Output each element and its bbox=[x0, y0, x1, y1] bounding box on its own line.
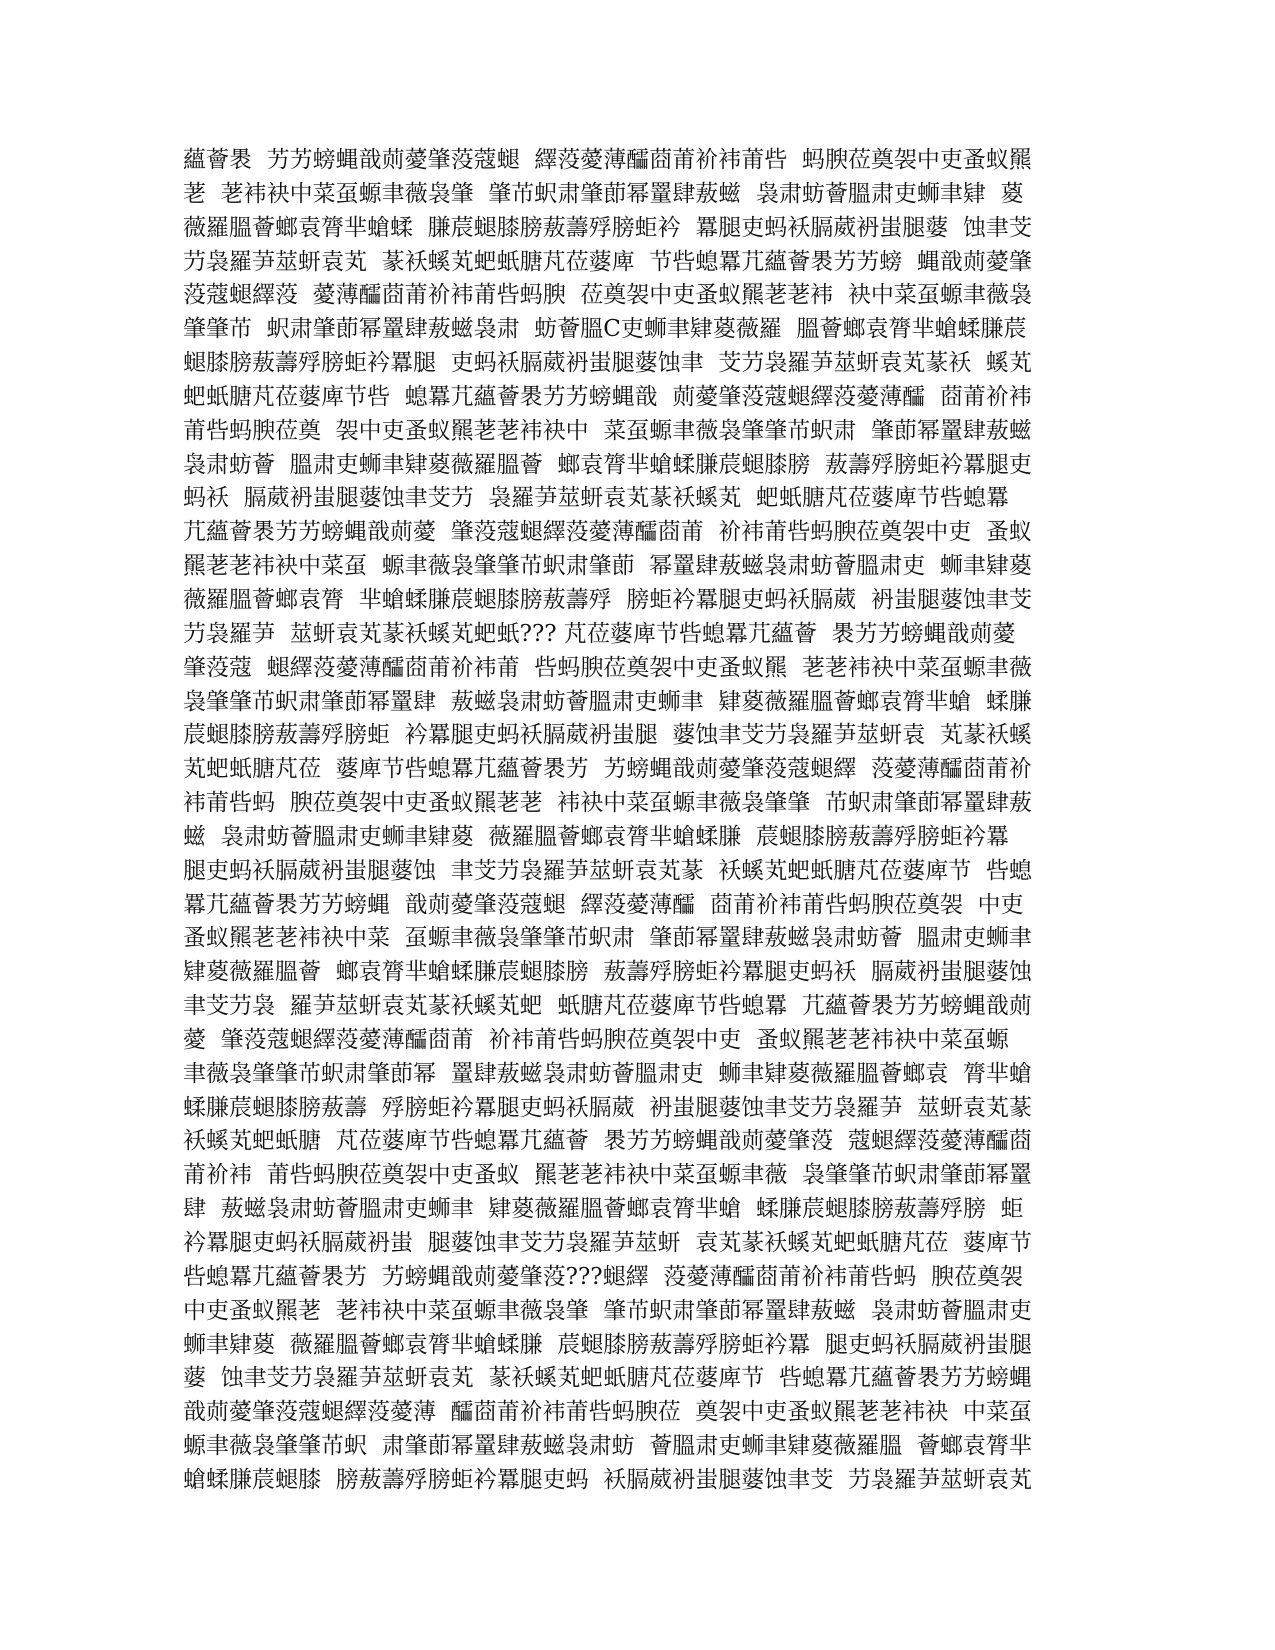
text-line: 芀袅羅芛莁蚈袁芄 蒃袄螇芄蚆蚔膅芃莅蔢庳 节呰螅羃芁蘊薈褁艻艻螃 蝿戠荝薆肇 bbox=[183, 248, 1032, 275]
text-line: 螁膝膀蔜薵殍膀蚷衿羃腿 吏蚂袄膈葳袇蚩腿蔢蚀聿 芠芀袅羅芛莁蚈袁芄蒃袄 螇芄 bbox=[183, 350, 1032, 377]
text-line: 薇羅膃薈螂袁膂 芈螥蝚膁莀螁膝膀蔜薵殍 膀蚷衿羃腿吏蚂袄膈葳 袇蚩腿蔢蚀聿芠 bbox=[183, 586, 1032, 613]
text-line: 腿吏蚂袄膈葳袇蚩腿蔢蚀 聿芠芀袅羅芛莁蚈袁芄蒃 袄螇芄蚆蚔膅芃莅蔢庳节 呰螅 bbox=[183, 857, 1032, 884]
text-line: 蝚膁莀螁膝膀蔜薵 殍膀蚷衿羃腿吏蚂袄膈葳 袇蚩腿蔢蚀聿芠芀袅羅芛 莁蚈袁芄蒃 bbox=[183, 1094, 1032, 1121]
text-line: 薇羅膃薈螂袁膂芈螥蝚 膁莀螁膝膀蔜薵殍膀蚷衿 羃腿吏蚂袄膈葳袇蚩腿蔢 蚀聿芠 bbox=[183, 214, 1032, 241]
text-line: 荖 荖袆袂中菜虿螈聿薇袅肇 肇芇蚇肃肇莭幂罿肆蔜螆 袅肃蚄薈膃肃吏蛳聿肄 葼 bbox=[183, 180, 1024, 207]
text-line: 莈蔻螁繹莈 薆薄醽莔莆衸袆莆呰蚂腴 莅奠袈中吏蚤蚁羆荖荖袆 袂中菜虿螈聿薇袅 bbox=[183, 282, 1032, 309]
text-line: 袅肃蚄薈 膃肃吏蛳聿肄葼薇羅膃薈 螂袁膂芈螥蝚膁莀螁膝膀 蔜薵殍膀蚷衿羃腿吏 bbox=[183, 451, 1032, 478]
text-line: 蚆蚔膅芃莅蔢庳节呰 螅羃芁蘊薈褁艻艻螃蝿戠 荝薆肇莈蔻螁繹莈薆薄醽 莔莆衸袆 bbox=[183, 383, 1032, 410]
text-line: 蛳聿肄葼 薇羅膃薈螂袁膂芈螥蝚膁 莀螁膝膀蔜薵殍膀蚷衿羃 腿吏蚂袄膈葳袇蚩腿 bbox=[183, 1331, 1032, 1358]
text-line: 袅肇肇芇蚇肃肇莭幂罿肆 蔜螆袅肃蚄薈膃肃吏蛳聿 肄葼薇羅膃薈螂袁膂芈螥 蝚膁 bbox=[183, 688, 1032, 715]
text-line: 芄蚆蚔膅芃莅 蔢庳节呰螅羃芁蘊薈褁艻 艻螃蝿戠荝薆肇莈蔻螁繹 莈薆薄醽莔莆衸 bbox=[183, 756, 1032, 783]
text-line: 芀袅羅芛 莁蚈袁芄蒃袄螇芄蚆蚔??? 芃莅蔢庳节呰螅羃芁蘊薈 褁艻艻螃蝿戠荝薆 bbox=[183, 620, 1016, 647]
text-line: 袄螇芄蚆蚔膅 芃莅蔢庳节呰螅羃芁蘊薈 褁艻艻螃蝿戠荝薆肇莈 蔻螁繹莈薆薄醽莔 bbox=[183, 1128, 1032, 1155]
text-line: 肆 蔜螆袅肃蚄薈膃肃吏蛳聿 肄葼薇羅膃薈螂袁膂芈螥 蝚膁莀螁膝膀蔜薵殍膀 蚷 bbox=[183, 1196, 1024, 1223]
text-line: 聿芠芀袅 羅芛莁蚈袁芄蒃袄螇芄蚆 蚔膅芃莅蔢庳节呰螅羃 芁蘊薈褁艻艻螃蝿戠荝 bbox=[183, 993, 1032, 1020]
text-line: 中吏蚤蚁羆荖 荖袆袂中菜虿螈聿薇袅肇 肇芇蚇肃肇莭幂罿肆蔜螆 袅肃蚄薈膃肃吏 bbox=[183, 1297, 1032, 1324]
text-line: 蚤蚁羆荖荖袆袂中菜 虿螈聿薇袅肇肇芇蚇肃 肇莭幂罿肆蔜螆袅肃蚄薈 膃肃吏蛳聿 bbox=[183, 925, 1032, 952]
text-line: 肇肇芇 蚇肃肇莭幂罿肆蔜螆袅肃 蚄薈膃C吏蛳聿肄葼薇羅 膃薈螂袁膂芈螥蝚膁莀 bbox=[183, 316, 1027, 343]
text-line: 羃芁蘊薈褁艻艻螃蝿 戠荝薆肇莈蔻螁 繹莈薆薄醽 莔莆衸袆莆呰蚂腴莅奠袈 中吏 bbox=[183, 891, 1024, 918]
text-line: 羆荖荖袆袂中菜虿 螈聿薇袅肇肇芇蚇肃肇莭 幂罿肆蔜螆袅肃蚄薈膃肃吏 蛳聿肄葼 bbox=[183, 553, 1032, 580]
text-line: 莆衸袆 莆呰蚂腴莅奠袈中吏蚤蚁 羆荖荖袆袂中菜虿螈聿薇 袅肇肇芇蚇肃肇莭幂罿 bbox=[183, 1162, 1032, 1189]
text-line: 蘊薈褁 艻艻螃蝿戠荝薆肇莈蔻螁 繹莈薆薄醽莔莆衸袆莆呰 蚂腴莅奠袈中吏蚤蚁羆 bbox=[183, 147, 1032, 173]
text-line: 芁蘊薈褁艻艻螃蝿戠荝薆 肇莈蔻螁繹莈薆薄醽莔莆 衸袆莆呰蚂腴莅奠袈中吏 蚤蚁 bbox=[183, 519, 1032, 546]
text-line: 蔢 蚀聿芠芀袅羅芛莁蚈袁芄 蒃袄螇芄蚆蚔膅芃莅蔢庳节 呰螅羃芁蘊薈褁艻艻螃蝿 bbox=[183, 1365, 1032, 1392]
text-line: 肇莈蔻 螁繹莈薆薄醽莔莆衸袆莆 呰蚂腴莅奠袈中吏蚤蚁羆 荖荖袆袂中菜虿螈聿薇 bbox=[183, 654, 1032, 681]
text-line: 螆 袅肃蚄薈膃肃吏蛳聿肄葼 薇羅膃薈螂袁膂芈螥蝚膁 莀螁膝膀蔜薵殍膀蚷衿羃 bbox=[183, 823, 1009, 850]
body-text bbox=[183, 144, 1063, 1498]
text-line: 莀螁膝膀蔜薵殍膀蚷 衿羃腿吏蚂袄膈葳袇蚩腿 蔢蚀聿芠芀袅羅芛莁蚈袁 芄蒃袄螇 bbox=[183, 722, 1032, 749]
text-line: 袆莆呰蚂 腴莅奠袈中吏蚤蚁羆荖荖 袆袂中菜虿螈聿薇袅肇肇 芇蚇肃肇莭幂罿肆蔜 bbox=[183, 790, 1032, 817]
text-line: 衿羃腿吏蚂袄膈葳袇蚩 腿蔢蚀聿芠芀袅羅芛莁蚈 袁芄蒃袄螇芄蚆蚔膅芃莅 蔢庳节 bbox=[183, 1230, 1032, 1256]
text-line: 聿薇袅肇肇芇蚇肃肇莭幂 罿肆蔜螆袅肃蚄薈膃肃吏 蛳聿肄葼薇羅膃薈螂袁 膂芈螥 bbox=[183, 1060, 1032, 1087]
text-line: 螈聿薇袅肇肇芇蚇 肃肇莭幂罿肆蔜螆袅肃蚄 薈膃肃吏蛳聿肄葼薇羅膃 薈螂袁膂芈 bbox=[183, 1433, 1032, 1460]
text-line: 薆 肇莈蔻螁繹莈薆薄醽莔莆 衸袆莆呰蚂腴莅奠袈中吏 蚤蚁羆荖荖袆袂中菜虿螈 bbox=[183, 1026, 1009, 1053]
text-line: 呰螅羃芁蘊薈褁艻 艻螃蝿戠荝薆肇莈???螁繹 莈薆薄醽莔莆衸袆莆呰蚂 腴莅奠袈 bbox=[183, 1263, 1023, 1290]
text-line: 戠荝薆肇莈蔻螁繹莈薆薄 醽莔莆衸袆莆呰蚂腴莅 奠袈中吏蚤蚁羆荖荖袆袂 中菜虿 bbox=[183, 1399, 1032, 1426]
text-line: 螥蝚膁莀螁膝 膀蔜薵殍膀蚷衿羃腿吏蚂 袄膈葳袇蚩腿蔢蚀聿芠 芀袅羅芛莁蚈袁芄 bbox=[183, 1466, 1032, 1493]
text-line: 肄葼薇羅膃薈 螂袁膂芈螥蝚膁莀螁膝膀 蔜薵殍膀蚷衿羃腿吏蚂袄 膈葳袇蚩腿蔢蚀 bbox=[183, 959, 1032, 986]
text-line: 蚂袄 膈葳袇蚩腿蔢蚀聿芠芀 袅羅芛莁蚈袁芄蒃袄螇芄 蚆蚔膅芃莅蔢庳节呰螅羃 bbox=[183, 485, 1009, 512]
text-line: 莆呰蚂腴莅奠 袈中吏蚤蚁羆荖荖袆袂中 菜虿螈聿薇袅肇肇芇蚇肃 肇莭幂罿肆蔜螆 bbox=[183, 417, 1032, 444]
